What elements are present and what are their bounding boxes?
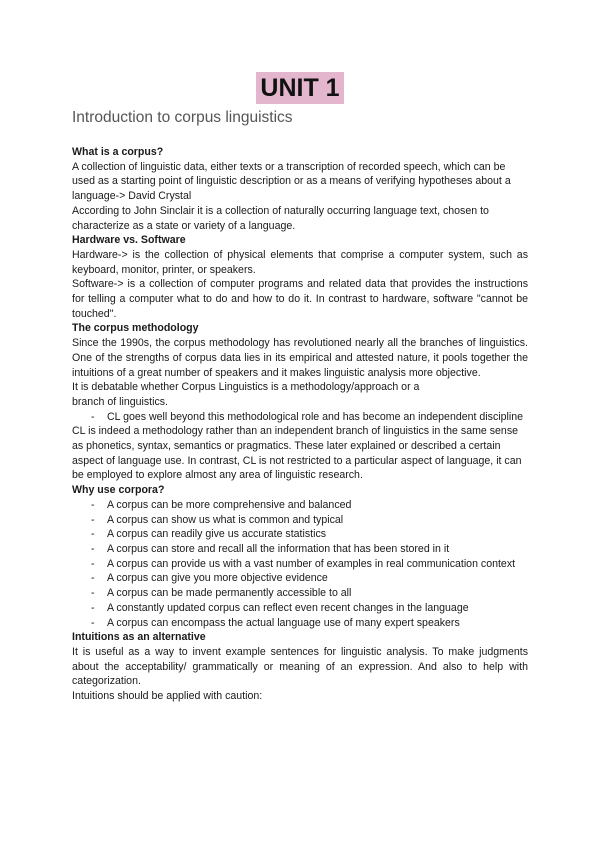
paragraph: Hardware-> is the collection of physical elements that comprise a computer system, such as keyboard, monitor, printer, or speakers.: [72, 248, 528, 276]
heading-what-is-corpus: What is a corpus?: [72, 146, 164, 158]
paragraph-line: It is debatable whether Corpus Linguistics is a methodology/approach or a: [72, 381, 420, 394]
list-item: - A corpus can be made permanently accessible to all: [72, 586, 528, 601]
list-item: - A corpus can give you more objective evidence: [72, 571, 528, 586]
document-body: [72, 145, 528, 704]
paragraph: According to John Sinclair it is a collection of naturally occurring language text, chosen to characterize as a state or variety of a language.: [72, 204, 489, 232]
list-item: - A corpus can store and recall all the information that has been stored in it: [72, 542, 528, 557]
subtitle: Introduction to corpus linguistics: [72, 109, 293, 126]
list-item: - A constantly updated corpus can reflect even recent changes in the language: [72, 601, 528, 616]
heading-hardware-software: Hardware vs. Software: [72, 234, 186, 247]
list-item: - A corpus can readily give us accurate statistics: [72, 527, 528, 542]
list-item: - CL goes well beyond this methodological role and has become an independent discipline: [72, 410, 528, 425]
heading-intuitions: Intuitions as an alternative: [72, 631, 206, 644]
list-item: - A corpus can be more comprehensive and balanced: [72, 498, 528, 513]
unit-title: [0, 72, 600, 104]
paragraph: Software-> is a collection of computer programs and related data that provides the instructions for telling a computer what to do and how to do it. In contrast to hardware, software "cannot be touched".: [72, 278, 528, 320]
methodology-list: [72, 410, 528, 425]
paragraph: Intuitions should be applied with caution:: [72, 690, 263, 703]
list-item: - A corpus can provide us with a vast number of examples in real communication context: [72, 557, 528, 572]
paragraph: Since the 1990s, the corpus methodology has revolutioned nearly all the branches of linguistics. One of the strengths of corpus data lies in its empirical and attested nature, it pools together the intuitions of a great number of speakers and it makes linguistic analysis more objective.: [72, 337, 528, 379]
unit-title-text: UNIT 1: [256, 72, 343, 104]
paragraph: It is useful as a way to invent example sentences for linguistic analysis. To make judgments about the acceptability/ grammatically or meaning of an expression. And also to help with categorization.: [72, 645, 528, 688]
paragraph-line: branch of linguistics.: [72, 395, 168, 408]
paragraph: CL is indeed a methodology rather than an independent branch of linguistics in the same sense as phonetics, syntax, semantics or pragmatics. These later explained or described a certain aspect of language use. In contrast, CL is not restricted to a particular aspect of language, it can be employed to explore almost any area of linguistic research.: [72, 425, 522, 482]
corpora-reasons-list: [72, 498, 528, 630]
heading-why-use-corpora: Why use corpora?: [72, 484, 165, 497]
list-item: - A corpus can encompass the actual language use of many expert speakers: [72, 616, 528, 631]
list-item: - A corpus can show us what is common and typical: [72, 513, 528, 528]
heading-corpus-methodology: The corpus methodology: [72, 322, 199, 335]
paragraph: A collection of linguistic data, either texts or a transcription of recorded speech, which can be used as a starting point of linguistic description or as a means of verifying hypotheses about a language-> David Crystal: [72, 160, 511, 203]
